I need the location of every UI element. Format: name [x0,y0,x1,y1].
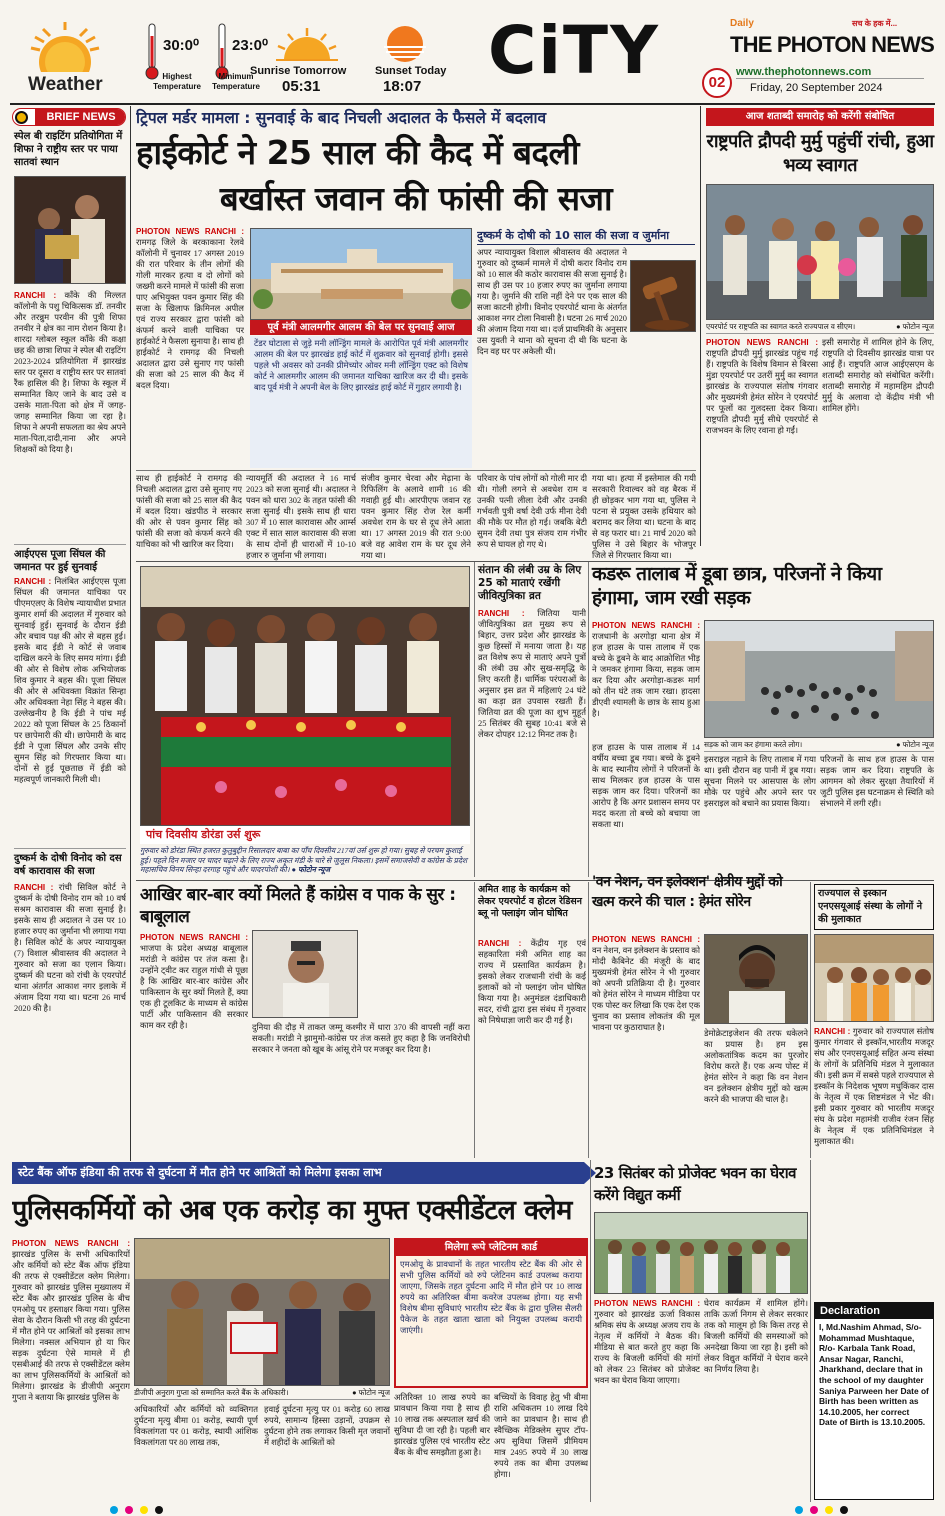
brief2-text: निलंबित आईएएस पूजा सिंघल की जमानत याचिका पर पीएमएलए के विशेष न्यायाधीश प्रभात कुमार शर्मा की अदालत में गुरुवार को सुनवाई हुई। सुनवाई के दौरान ईडी और बचाव पक्ष की ओर से बहस हुई। इसके बाद ईडी ने कोर्ट से जवाब दाखिल करने के लिए समय मांगा। ईडी की ओर से विशेष लोक अभियोजक शिव कुमार ने बहस की। पूजा सिंघल की ओर से अधिवक्ता विक्रांत सिन्हा और अधिवक्ता नेहा सिंह ने बहस की। उल्लेखनीय है कि ईडी ने पांच मई 2022 को पूजा सिंघल के 25 ठिकानों पर छापेमारी की थी। छापेमारी के बाद ईडी ने पूजा सिंघल और उनके सीए सुमन सिंह को गिरफ्तार किया था। दोनों से हुई पूछताछ में ईडी को महत्वपूर्ण जानकारी मिली थी। [14,577,126,784]
brief-news-label: BRIEF NEWS [35,109,126,125]
hemant-photo [704,934,808,1024]
main-story-bottom-rule [136,470,696,471]
president-text: राष्ट्रपति द्रौपदी मुर्मु झारखंड पहुंच गई हैं। राष्ट्रपति के विशेष विमान से बिरसा मुंडा एयरपोर्ट पर उतरीं मुर्मु का स्वागत झारखंड के राज्यपाल संतोष गंगवार और मुख्यमंत्री हेमंत सोरेन ने एयरपोर्ट पर फूलों का गुलदस्ता देकर किया। राष्ट्रपति द्रौपदी मुर्मु सीधे एयरपोर्ट से राजभवन के लिए रवाना हो गईं। [706,349,818,435]
rape-story-underline [477,244,695,245]
president-col2: इसी समारोह में शामिल होने के लिए, राष्ट्रपति दो दिवसीय झारखंड यात्रा पर आई हैं। राष्ट्रपति आज आईएसएम के शताब्दी समारोह को संबोधित करेंगी। शताब्दी समारोह में महामहिम द्रौपदी मुर्मु के अलावा दो केंद्रीय मंत्री भी शामिल होंगे। [822,338,934,413]
weather-label: Weather [28,74,103,95]
main-col5: गया था। हत्या में इस्तेमाल की गयी सरकारी रिवाल्वर को वह बैरक में ही छोड़कर भाग गया था, पुलिस ने पटना से प्रयुक्त उसके हथियार को बरामद कर लिया था। घटना के बाद से वह फरार था। 21 मार्च 2020 को पुलिस ने उसे बिहार के भोजपुर जिले से गिरफ्तार किया था। [592,474,696,560]
hemant-col2: डेमोक्रेटाइजेशन की तरफ धकेलने का प्रयास है। हम इस अलोकतांत्रिक कदम का पुरजोर विरोध करते हैं। एक अन्य पोस्ट में हेमंत सोरेन ने कहा कि वन नेशन वन इलेक्शन क्षेत्रीय मुद्दों को खत्म करने की भाजपा की चाल है। [704,1029,808,1104]
sunset-icon [378,24,432,64]
website-link[interactable]: www.thephotonnews.com [736,66,924,79]
brief-column-divider [130,106,131,1161]
governor-headline-box [814,884,934,930]
rape-story-headline: दुष्कर्म के दोषी को 10 साल की सजा व जुर्माना [477,229,670,242]
drown-photo [704,620,934,738]
amit-headline: अमित शाह के कार्यक्रम को लेकर एयरपोर्ट व होटल रेडिसन ब्लू नो फ्लाइंग जोन घोषित [478,884,582,919]
main-col3: संजीव कुमार चेरवा और मेढ़ाना के रिफिलिंग के अलावे शामी 16 की गवाही हुई थी। आरपीएफ जवान रह पवन कुमार सिंह रोज रेल कर्मी अवधेश राम के घर से दूध लेने आता था। 17 अगस्त 2019 की रात 9:00 बजे वह आवेश राम के घर दूध लेने गया था। [361,474,471,560]
brief1-text: काँके की मिल्लत कॉलोनी के पशु चिकित्सक डॉ. तनवीर और तरन्नुम परवीन की पुत्री शिफा तनवीर ने क्षेत्र का नाम रोशन किया है। शारदा ग्लोबल स्कूल काँके की कक्षा छह की छात्रा शिफा ने स्पेल बी राइटिंग 2023-2024 प्रतियोगिता में झारखंड स्तर पर दूसरा व राष्ट्रीय स्तर पर सातवां रैंक हासिल की है। शिफा के स्कूल में सम्मानित किए जाने के बाद उसे व उसके माता-पिता को क्षेत्र में जगह-जगह सम्मानित किया जा रहा है। शिफा ने अपनी सफलता का श्रेय अपने माता-पिता,दादी,नाना और अपने शिक्षकों को दिया है। [14,291,126,454]
brief-divider-2 [14,848,126,849]
project-left-rule [590,1160,591,1502]
brief3-headline: दुष्कर्म के दोषी विनोद को दस वर्ष कारावास की सजा [14,853,122,877]
lower-horizontal-rule [136,880,934,881]
brief3-body: RANCHI : रांची सिविल कोर्ट ने दुष्कर्म के दोषी विनोद राम को 10 वर्ष सश्रम कारावास की सजा सुनाई है। इसके साथ ही अदालत ने उस पर 10 हजार रुपए का जुर्माना भी लगाया गया है। सिविल कोर्ट के अपर न्यायायुक्त (7) विशाल श्रीवास्तव की अदालत ने गुरुवार को सजा का एलान किया। दुष्कर्म की घटना को रांची के एयरपोर्ट थाना अंतर्गत आकाश नगर इलाके में अंजाम दिया गया था। घटना 26 मार्च 2020 की है। [14,883,126,1013]
congress-col2: दुनिया की दौड़ में ताकत जम्मू कश्मीर में धारा 370 की वापसी नहीं करा सकती। मरांडी ने झामुमो-कांग्रेस पर तंज कसते हुए कहा है कि जनविरोधी सरकार ने जनता को खूब के आंसू रोने पर मजबूर कर दिया है। [252,1023,470,1054]
temp-low-value: 23:0⁰ [232,37,269,54]
paper-daily-label: Daily [730,18,754,29]
police-photo-caption: डीजीपी अनुराग गुप्ता को सम्मानित करते बैंक के अधिकारी। ● फोटोन न्यूज [134,1386,390,1400]
masthead-divider [10,103,935,105]
brief1-body: RANCHI : काँके की मिल्लत कॉलोनी के पशु चिकित्सक डॉ. तनवीर और तरन्नुम परवीन की पुत्री शिफा तनवीर ने क्षेत्र का नाम रोशन किया है। शारदा ग्लोबल स्कूल काँके की कक्षा छह की छात्रा शिफा ने स्पेल बी राइटिंग 2023-2024 प्रतियोगिता में झारखंड स्तर पर दूसरा व राष्ट्रीय स्तर पर सातवां रैंक हासिल की है। शिफा के स्कूल में सम्मानित किए जाने के बाद उसे व उसके माता-पिता को क्षेत्र में जगह-जगह सम्मानित किया जा रहा है। शिफा ने अपनी सफलता का श्रेय अपने माता-पिता,दादी,नाना और अपने शिक्षकों को दिया है। [14,291,126,454]
project-text: गुरुवार को झारखंड ऊर्जा विकास श्रमिक संघ के अध्यक्ष अजय राय के नेतृत्व में कर्मियों ने बैठक की। मीडिया से बात करते हुए कहा कि राज्य के बिजली कर्मियों की मांगों को लेकर 23 सितंबर को प्रोजेक्ट भवन का घेराव किया जाएगा। [594,1310,700,1385]
urs-caption: पांच दिवसीय डोरंडा उर्स शुरू [140,826,470,844]
police-kicker: स्टेट बैंक ऑफ इंडिया की तरफ से दुर्घटना में मौत होने पर आश्रितों को मिलेगा इसका लाभ [12,1162,584,1184]
brief-divider-1 [14,544,126,545]
babulal-photo [252,930,358,1018]
drown-headline: कडरू तालाब में डूबा छात्र, परिजनों ने किया हंगामा, जाम रखी सड़क [592,563,882,609]
temp-high-value: 30:0⁰ [163,37,200,54]
main-col2: न्यायमूर्ति की अदालत ने 16 मार्च 2023 को सजा सुनाई थी। अदालत ने पवन को धारा 302 के तहत फांसी की सजा सुनाई थी। इसके साथ ही धारा 307 में 10 साल कारावास और आर्म्स एक्ट में सात साल कारावास की सजा के साथ दोनों ही धाराओं में 10-10 हजार रु जुर्माना भी लगाया। [246,474,356,560]
main-col4: परिवार के पांच लोगों को गोली मार दी थी। गोली लगने से अवधेश राम व उनकी पत्नी लीला देवी और उनकी गर्भवती पुत्री वर्षा देवी उर्फ मीना देवी की मौके पर मौत हो गई। जबकि बेटी सुमन देवी तथा पुत्र संजय राम गंभीर रूप से घायल हो गए थे। [477,474,587,549]
registration-strip-bottom [0,1503,945,1516]
brief3-text: रांची सिविल कोर्ट ने दुष्कर्म के दोषी विनोद राम को 10 वर्ष सश्रम कारावास की सजा सुनाई है। इसके साथ ही अदालत ने उस पर 10 हजार रुपए का जुर्माना भी लगाया गया है। सिविल कोर्ट के अपर न्यायायुक्त (7) विशाल श्रीवास्तव की अदालत ने गुरुवार को सजा का एलान किया। दुष्कर्म की घटना को रांची के एयरपोर्ट थाना अंतर्गत आकाश नगर इलाके में अंजाम दिया गया था। घटना 26 मार्च 2020 की है। [14,883,126,1013]
president-col1: PHOTON NEWS RANCHI : राष्ट्रपति द्रौपदी मुर्मु झारखंड पहुंच गई हैं। राष्ट्रपति के विशेष विमान से बिरसा मुंडा एयरपोर्ट पर उतरीं मुर्मु का स्वागत झारखंड के राज्यपाल संतोष गंगवार और मुख्यमंत्री हेमंत सोरेन ने एयरपोर्ट पर फूलों का गुलदस्ता देकर किया। राष्ट्रपति द्रौपदी मुर्मु सीधे एयरपोर्ट से राजभवन के लिए रवाना हो गईं। [706,338,818,435]
police-col1: PHOTON NEWS RANCHI : झारखंड पुलिस के सभी अधिकारियों और कर्मियों को स्टेट बैंक ऑफ इंडिया की तरफ से एक्सीडेंटल क्लेम मिलेगा। गुरुवार को झारखंड पुलिस मुख्यालय में स्टेट बैंक और झारखंड पुलिस के बीच एमओयू पर हस्ताक्षर किया गया। पुलिस सेवा के दौरान किसी भी तरह की दुर्घटना में मौत होने पर आश्रितों को इसका लाभ मिलेगा। नक्सल अभियान हो या फिर सड़क दुर्घटना ऐसे मामले में ही एसबीआई की तरफ से एक्सीडेंटल क्लेम का लाभ पुलिसकर्मियों के आश्रितों को मिलेगा। झारखंड के डीजीपी अनुराग गुप्ता ने बताया कि झारखंड पुलिस के [12,1239,130,1402]
alamgir-bail-text: टेंडर घोटाला से जुड़े मनी लॉन्ड्रिंग मामले के आरोपित पूर्व मंत्री आलमगीर आलम की बेल पर झारखंड हाई कोर्ट में शुक्रवार को सुनवाई होगी। इससे पहले भी अवसर को उनकी प्रीमेच्योर ओवर मनी लॉन्ड्रिंग एक्ट को विशेष कोर्ट ने आलमगीर आलम की जमानत याचिका खारिज कर दी थी। इसके बाद पूर्व मंत्री ने अपनी बेल के लिए झारखंड हाई कोर्ट में गुहार लगायी है। [250,336,472,468]
weather-sun-icon [30,22,100,72]
brief2-body: RANCHI : निलंबित आईएएस पूजा सिंघल की जमानत याचिका पर पीएमएलए के विशेष न्यायाधीश प्रभात कुमार शर्मा की अदालत में गुरुवार को सुनवाई हुई। सुनवाई के दौरान ईडी और बचाव पक्ष की ओर से बहस हुई। इसके बाद ईडी ने कोर्ट से जवाब दाखिल करने के लिए समय मांगा। ईडी की ओर से विशेष लोक अभियोजक शिव कुमार ने बहस की। पूजा सिंघल की ओर से अधिवक्ता विक्रांत सिन्हा और अधिवक्ता नेहा सिंह ने बहस की। उल्लेखनीय है कि ईडी ने पांच मई 2022 को पूजा सिंघल के 25 ठिकानों पर छापेमारी की थी। छापेमारी के बाद ईडी ने पूजा सिंघल और उनके सीए सुमन सिंह को गिरफ्तार किया था। दोनों से हुई पूछताछ में ईडी को महत्वपूर्ण जानकारी मिली थी। [14,577,126,784]
sunrise-icon [274,26,340,62]
president-photo [706,184,934,320]
declaration-text: I, Md.Nashim Ahmad, S/o- Mohammad Mushtaque, R/o- Karbala Tank Road, Ansar Nagar, Ranchi, Jharkhand, declare that in the school of my daughter Saniya Parween her Date of Birth has been written as 14.10.2005, her correct Date of Birth is 13.10.2005. [819,1322,929,1428]
main-col1: PHOTON NEWS RANCHI : रामगढ़ जिले के बरकाकाना रेलवे कॉलोनी में चुनावर 17 अगस्त 2019 की रात परिवार के तीन लोगों की गोली मारकर हत्या व दो लोगों को जख्मी करने मामले में फांसी की सजा पाए अभियुक्त पवन कुमार सिंह की सजा के खिलाफ क्रिमिनल अपील एवं राज्य सरकार द्वारा फांसी को कंफर्म करने वाली याचिका पर हाईकोर्ट ने फैसला सुनाया है। साथ ही हाईकोर्ट ने रामगढ़ की निचली अदालत द्वारा उसे सुनाए गए फांसी की सजा को 25 साल की कैद में बदल दिया। [136,227,244,390]
rupay-box-text: एमओयू के प्रावधानों के तहत भारतीय स्टेट बैंक की ओर से सभी पुलिस कर्मियों को रुपे प्लेटिनम कार्ड उपलब्ध कराया जाएगा, जिसके तहत दुर्घटना आदि में मौत होने पर 10 लाख रुपये का अतिरिक्त बीमा कवरेज उपलब्ध होगा। यह सभी विशेष बीमा सुविधाएं भारतीय स्टेट बैंक के द्वारा पुलिस सैलरी पैकेज के तहत खाता खाता को नियुक्त उपलब्ध करायी जाएंगी। [400,1260,582,1335]
president-headline: राष्ट्रपति द्रौपदी मुर्मु पहुंचीं रांची, हुआ भव्य स्वागत [706,131,934,176]
sunset-time: 18:07 [383,78,422,95]
temp-low-label: Minimum Temperature [212,72,260,91]
brief2-headline: आईएएस पूजा सिंघल की जमानत पर हुई सुनवाई [14,549,106,573]
drown-text: राजधानी के अरगोड़ा थाना क्षेत्र में हज हाउस के पास तालाब में एक बच्चे के डूबने के बाद आक्रोशित भीड़ ने जमकर हंगामा किया, सड़क जाम कर दिया और अरगोड़ा-कडरू मार्ग को तीन घंटे तक जाम रखा। हादसा डीएवी श्यामली के छात्र के साथ हुआ है। [592,632,700,718]
police-photo [134,1238,390,1386]
governor-col: RANCHI : गुरुवार को राज्यपाल संतोष कुमार गंगवार से इस्कॉन,भारतीय मजदूर संघ और एनएसयूआई सहित अन्य संस्था के लोगों के प्रतिनिधि मंडल ने मुलाकात की। इसी क्रम में सबसे पहले राज्यपाल से इस्कॉन के निदेशक भूषण मधुकिंकर दास के नेतृत्व में एक शिष्टमंडल ने भेंट की। इसी प्रकार गुरुवार को भारतीय मजदूर संघ के प्रदेश महामंत्री राजीव रंजन सिंह के नेतृत्व में एक प्रतिनिधिमंडल ने मुलाकात की। [814,1027,934,1146]
amit-col1: RANCHI : केंद्रीय गृह एवं सहकारिता मंत्री अमित शाह का राज्य में प्रस्तावित कार्यक्रम है। इसको लेकर राजधानी रांची के कई इलाकों को नो फ्लाइंग जोन घोषित किया गया है। अनुमंडल दंडाधिकारी सदर, रांची द्वारा इस संबंध में गुरुवार को निषेधाज्ञा जारी कर दी गई है। [478,939,586,1025]
urs-photo [140,566,470,826]
paper-tagline: सच के हक में... [852,19,898,28]
registration-strip-top [0,0,945,8]
project-right-rule [810,1160,811,1502]
section-title: CiTY [488,12,660,89]
governor-headline: राज्यपाल से इस्कान एनएसयूआई संस्था के लोगों ने की मुलाकात [818,888,923,925]
temp-high-label: Highest Temperature [153,72,201,91]
gavel-photo [630,260,696,332]
sunrise-label: Sunrise Tomorrow [250,65,347,77]
publication-date: Friday, 20 September 2024 [750,82,883,94]
governor-photo [814,934,934,1022]
main-kicker: ट्रिपल मर्डर मामला : सुनवाई के बाद निचली अदालत के फैसले में बदलाव [136,109,547,127]
congress-text: भाजपा के प्रदेश अध्यक्ष बाबूलाल मरांडी ने कांग्रेस पर तंज कसा है। उन्होंने ट्वीट कर राहुल गांधी से पूछा है कि आखिर बार-बार कांग्रेस और पाकिस्तान के सुर क्यों मिलते हैं, क्या एक ही टूलकिट के माध्यम से कांग्रेस पार्टी और पाकिस्तान की सरकार काम कर रही है। [140,944,248,1030]
hemant-text: वन नेशन, वन इलेक्शन के प्रस्ताव को मोदी कैबिनेट की मंजूरी के बाद मुख्यमंत्री हेमंत सोरेन ने भी गुरुवार को अपनी प्रतिक्रिया दी है। गुरुवार को हेमंत सोरेन ने माध्यम मीडिया पर एक पोस्ट कर लिखा कि एक देश एक चुनाव का प्रस्ताव लोकतंत्र की मूल भावना पर कुठाराघात है। [592,946,700,1032]
sunset-label: Sunset Today [375,65,447,77]
urs-text: गुरुवार को डोरंडा स्थित हजरत कुतुबुद्दीन रिसालदार बाबा का पाँच दिवसीय 217वां उर्स शुरू हो गया। सुबह से परचम कुशाई हुई। पहले दिन मजार पर चादर चढ़ाने के लिए राज्य अकृत मंडी के चारे से जुलूस निकला। इसमें समाजसेवी व कांग्रेस के प्रदेश महासचिव विनय सिन्हा दरगाह पहुंचे और चादरपोशी की। ● फोटोन न्यूज [140,846,468,875]
drown-left-rule [588,562,589,877]
declaration-title: Declaration [815,1303,933,1319]
president-kicker: आज शताब्दी समारोह को करेंगी संबोधित [706,108,934,126]
police-text: झारखंड पुलिस के सभी अधिकारियों और कर्मियों को स्टेट बैंक ऑफ इंडिया की तरफ से एक्सीडेंटल क्लेम मिलेगा। गुरुवार को झारखंड पुलिस मुख्यालय में स्टेट बैंक और झारखंड पुलिस के बीच एमओयू पर हस्ताक्षर किया गया। पुलिस सेवा के दौरान किसी भी तरह की दुर्घटना में मौत होने पर आश्रितों को इसका लाभ मिलेगा। [12,1250,130,1347]
project-headline: 23 सितंबर को प्रोजेक्ट भवन का घेराव करेंगे विद्युत कर्मी [594,1164,797,1204]
police-col4: अतिरिक्त 10 लाख रुपये का प्रावधान किया गया है साथ ही 10 लाख तक अस्पताल खर्च की सुविधा दी जा रही है। पहली बार झारखंड पुलिस एवं भारतीय स्टेट बैंक के बीच समझौता हुआ है। [394,1393,490,1457]
hemant-col1: PHOTON NEWS RANCHI : वन नेशन, वन इलेक्शन के प्रस्ताव को मोदी कैबिनेट की मंजूरी के बाद मुख्यमंत्री हेमंत सोरेन ने भी गुरुवार को अपनी प्रतिक्रिया दी है। गुरुवार को हेमंत सोरेन ने माध्यम मीडिया पर एक पोस्ट कर लिखा कि एक देश एक चुनाव का प्रस्ताव लोकतंत्र की मूल भावना पर कुठाराघात है। [592,935,700,1032]
president-photo-caption: एयरपोर्ट पर राष्ट्रपति का स्वागत करते राज्यपाल व सीएम। ● फोटोन न्यूज [706,320,934,334]
rape-story-text: अपर न्यायायुक्त विशाल श्रीवास्तव की अदालत ने गुरुवार को दुष्कर्म मामले में दोषी करार विनोद राम को 10 साल की कठोर कारावास की सजा सुनाई है। साथ ही उस पर 10 हजार रुपए का जुर्माना लगाया गया है। जुर्माने की राशि नहीं देने पर एक साल की सजा काटनी होगी। विनोद एयरपोर्ट थाना के अंतर्गत आकाश नगर टोला निवासी है। घटना 26 मार्च 2020 की अंजाम दिया गया था। दर्ज प्राथमिकी के अनुसार उस युवती ने थाना को सूचना दी थी कि घटना के दिन वह घर पर अकेली थी। [477,248,627,356]
project-col2: घेराव कार्यक्रम में शामिल होंगे। ताकि ऊर्जा निगम से लेकर सरकार तक को मालूम हो कि किस तरह से बिजली कर्मियों की समस्याओं को अनदेखा किया जा रहा है। इसी को लेकर विद्युत कर्मियों ने घेराव करने का निर्णय लिया है। [704,1299,808,1374]
police-col5: बच्चियों के विवाह हेतु भी बीमा राशि अधिकतम 10 लाख दिये जाने का प्रावधान है। साथ ही स्वैच्छिक मेडिक्लेम सुपर टॉप-अप सुविधा जिसमें प्रीमियम मात्र 2495 रुपये में 30 लाख रुपये तक का बीमा उपलब्ध होगा। [494,1393,588,1479]
drown-photo-caption: सड़क को जाम कर हंगामा करते लोग। ● फोटोन न्यूज [704,738,934,752]
police-col2: अधिकारियों और कर्मियों को व्यक्तिगत दुर्घटना मृत्यु बीमा 01 करोड़, स्थायी पूर्ण विकलांगता पर 01 करोड़, स्थायी आंशिक विकलांगता पर 80 लाख तक, [134,1405,258,1447]
amit-text: केंद्रीय गृह एवं सहकारिता मंत्री अमित शाह का राज्य में प्रस्तावित कार्यक्रम है। इसको लेकर राजधानी रांची के कई इलाकों को नो फ्लाइंग जोन घोषित किया गया है। अनुमंडल दंडाधिकारी सदर, रांची द्वारा इस संबंध में गुरुवार को निषेधाज्ञा जारी कर दी गई है। [478,939,586,1025]
main-photo-highcourt [250,228,472,320]
masthead [10,12,935,102]
paper-name-logo: THE PHOTON NEWS [730,32,934,57]
alamgir-bail-caption: पूर्व मंत्री आलमगीर आलम की बेल पर सुनवाई आज [250,320,472,335]
drown-col2: इसराइल नहाने के लिए तालाब में गया था। इसी दौरान वह पानी में डूब गया। सूचना मिलने पर आसपास के लोग मौके पर पहुंचे और अपने स्तर पर इसराइल को बचाने का प्रयास किया। [704,755,816,808]
rupay-box-title: मिलेगा रूपे प्लेटिनम कार्ड [396,1240,586,1256]
main-headline-line2: बर्खास्त जवान की फांसी की सजा [219,179,613,218]
drown-col1: PHOTON NEWS RANCHI : राजधानी के अरगोड़ा थाना क्षेत्र में हज हाउस के पास तालाब में एक बच्चे के डूबने के बाद आक्रोशित भीड़ ने जमकर हंगामा किया, सड़क जाम कर दिया और अरगोड़ा-कडरू मार्ग को तीन घंटे तक जाम रखा। हादसा डीएवी श्यामली के छात्र के साथ हुआ है। [592,621,700,718]
amit-left-rule [474,882,475,1158]
brief-news-icon [15,111,28,124]
page-number: 02 [702,68,732,98]
jitiya-headline: संतान की लंबी उम्र के लिए 25 को माताएं रखेंगी जीवित्पुत्रिका व्रत [478,564,582,602]
jitiya-left-rule [474,562,475,877]
project-col1: PHOTON NEWS RANCHI : गुरुवार को झारखंड ऊर्जा विकास श्रमिक संघ के अध्यक्ष अजय राय के नेतृत्व में कर्मियों ने बैठक की। मीडिया से बात करते हुए कहा कि राज्य के बिजली कर्मियों की मांगों को लेकर 23 सितंबर को प्रोजेक्ट भवन का घेराव किया जाएगा। [594,1299,700,1385]
project-photo [594,1212,808,1294]
drown-col3: परिजनों के साथ हज हाउस के पास सड़क जाम कर दिया। राष्ट्रपति के आगमन को लेकर सुरक्षा तैयारियों में जुटी पुलिस इस घटनाक्रम से स्थिति को संभालने में लगी रही। [820,755,934,808]
brief1-photo [14,176,126,284]
declaration-box [814,1302,934,1500]
main-headline-line1: हाईकोर्ट ने 25 साल की कैद में बदली [136,133,579,172]
police-headline: पुलिसकर्मियों को अब एक करोड़ का मुफ्त एक्सीडेंटल क्लेम [12,1195,572,1226]
main-col1b: साथ ही हाईकोर्ट ने रामगढ़ की निचली अदालत द्वारा उसे सुनाए गए फांसी की सजा को 25 साल की कैद में बदल दिया। खंडपीठ ने सरकार की ओर से पवन कुमार सिंह को फांसी की सजा को कंफर्म करने की याचिका को भी खारिज कर दिया। [136,474,242,549]
hemant-right-rule [810,882,811,1158]
sunrise-time: 05:31 [282,78,321,95]
jitiya-col1: RANCHI : जितिया यानी जीवित्पुत्रिका व्रत मुख्य रूप से बिहार, उत्तर प्रदेश और झारखंड के कुछ हिस्सों में मनाया जाता है। यह व्रत विशेष रूप से माताएं अपने पुत्रों की लंबी उम्र और सुख-समृद्धि के लिए करती हैं। धार्मिक परंपराओं के अनुसार इस व्रत में महिलाएं 24 घंटे का कड़ा व्रत उपवास रखती हैं। जितिया व्रत की पूजा का शुभ मुहूर्त 25 सितंबर की सुबह 10:41 बजे से लेकर दोपहर 12:12 मिनट तक है। [478,609,586,739]
police-col3: हवाई दुर्घटना मृत्यु पर 01 करोड़ 60 लाख रुपये, सामान्य हिस्सा उड़ानों, उपक्रम से दुर्घटना होने तक लगाकर किसी मृत जवानों में शहीदों के आश्रितों को [264,1405,390,1447]
hemant-headline-display: 'वन नेशन, वन इलेक्शन' क्षेत्रीय मुद्दों को खत्म करने की चाल : हेमंत सोरेन [592,874,783,910]
brief1-headline: स्पेल बी राइटिंग प्रतियोगिता में शिफा ने राष्ट्रीय स्तर पर पाया सातवां स्थान [14,131,123,168]
rupay-box [394,1238,588,1388]
hemant-left-rule [588,882,589,1158]
congress-col1: PHOTON NEWS RANCHI : भाजपा के प्रदेश अध्यक्ष बाबूलाल मरांडी ने कांग्रेस पर तंज कसा है। उन्होंने ट्वीट कर राहुल गांधी से पूछा है कि आखिर बार-बार कांग्रेस और पाकिस्तान के सुर क्यों मिलते हैं, क्या एक ही टूलकिट के माध्यम से कांग्रेस पार्टी और पाकिस्तान की सरकार काम कर रही है। [140,933,248,1030]
main-column-divider [700,106,701,546]
jitiya-text: जितिया यानी जीवित्पुत्रिका व्रत मुख्य रूप से बिहार, उत्तर प्रदेश और झारखंड के कुछ हिस्सों में मनाया जाता है। यह व्रत विशेष रूप से माताएं अपने पुत्रों की लंबी उम्र और सुख-समृद्धि के लिए करती हैं। धार्मिक परंपराओं के अनुसार इस व्रत में महिलाएं 24 घंटे का कड़ा व्रत उपवास रखती हैं। जितिया व्रत की पूजा का शुभ मुहूर्त 25 सितंबर की सुबह 10:41 बजे से लेकर दोपहर 12:12 मिनट तक है। [478,609,586,739]
congress-headline: आखिर बार-बार क्यों मिलते हैं कांग्रेस व पाक के सुर : बाबूलाल [140,885,456,927]
drown-col1b: हज हाउस के पास तालाब में 14 वर्षीय बच्चा डूब गया। बच्चे के डूबने के बाद स्थानीय लोगों ने परिजनों के साथ मिलकर हज हाउस के पास सड़क जाम कर दिया। परिजनों का आरोप है कि अगर प्रशासन समय पर मदद करता तो बच्चे को बचाया जा सकता था। [592,743,700,829]
brief-news-header [12,108,126,126]
main-text: रामगढ़ जिले के बरकाकाना रेलवे कॉलोनी में चुनावर 17 अगस्त 2019 की रात परिवार के तीन लोगों की गोली मारकर हत्या व दो लोगों को जख्मी करने मामले में फांसी की सजा पाए अभियुक्त पवन कुमार सिंह की सजा के खिलाफ क्रिमिनल अपील एवं राज्य सरकार द्वारा फांसी को कंफर्म करने वाली याचिका पर हाईकोर्ट ने फैसला सुनाया है। साथ ही हाईकोर्ट ने रामगढ़ की निचली अदालत द्वारा उसे सुनाए गए फांसी की सजा को 25 साल की कैद में बदल दिया। [136,238,244,390]
governor-text: गुरुवार को राज्यपाल संतोष कुमार गंगवार से इस्कॉन,भारतीय मजदूर संघ और एनएसयूआई सहित अन्य संस्था के लोगों के प्रतिनिधि मंडल ने मुलाकात की। इसी क्रम में सबसे पहले राज्यपाल से इस्कॉन के निदेशक भूषण मधुकिंकर दास के नेतृत्व में एक शिष्टमंडल ने भेंट की। इसी प्रकार गुरुवार को भारतीय मजदूर संघ के प्रदेश महामंत्री राजीव रंजन सिंह के नेतृत्व में एक प्रतिनिधिमंडल ने मुलाकात की। [814,1027,934,1146]
